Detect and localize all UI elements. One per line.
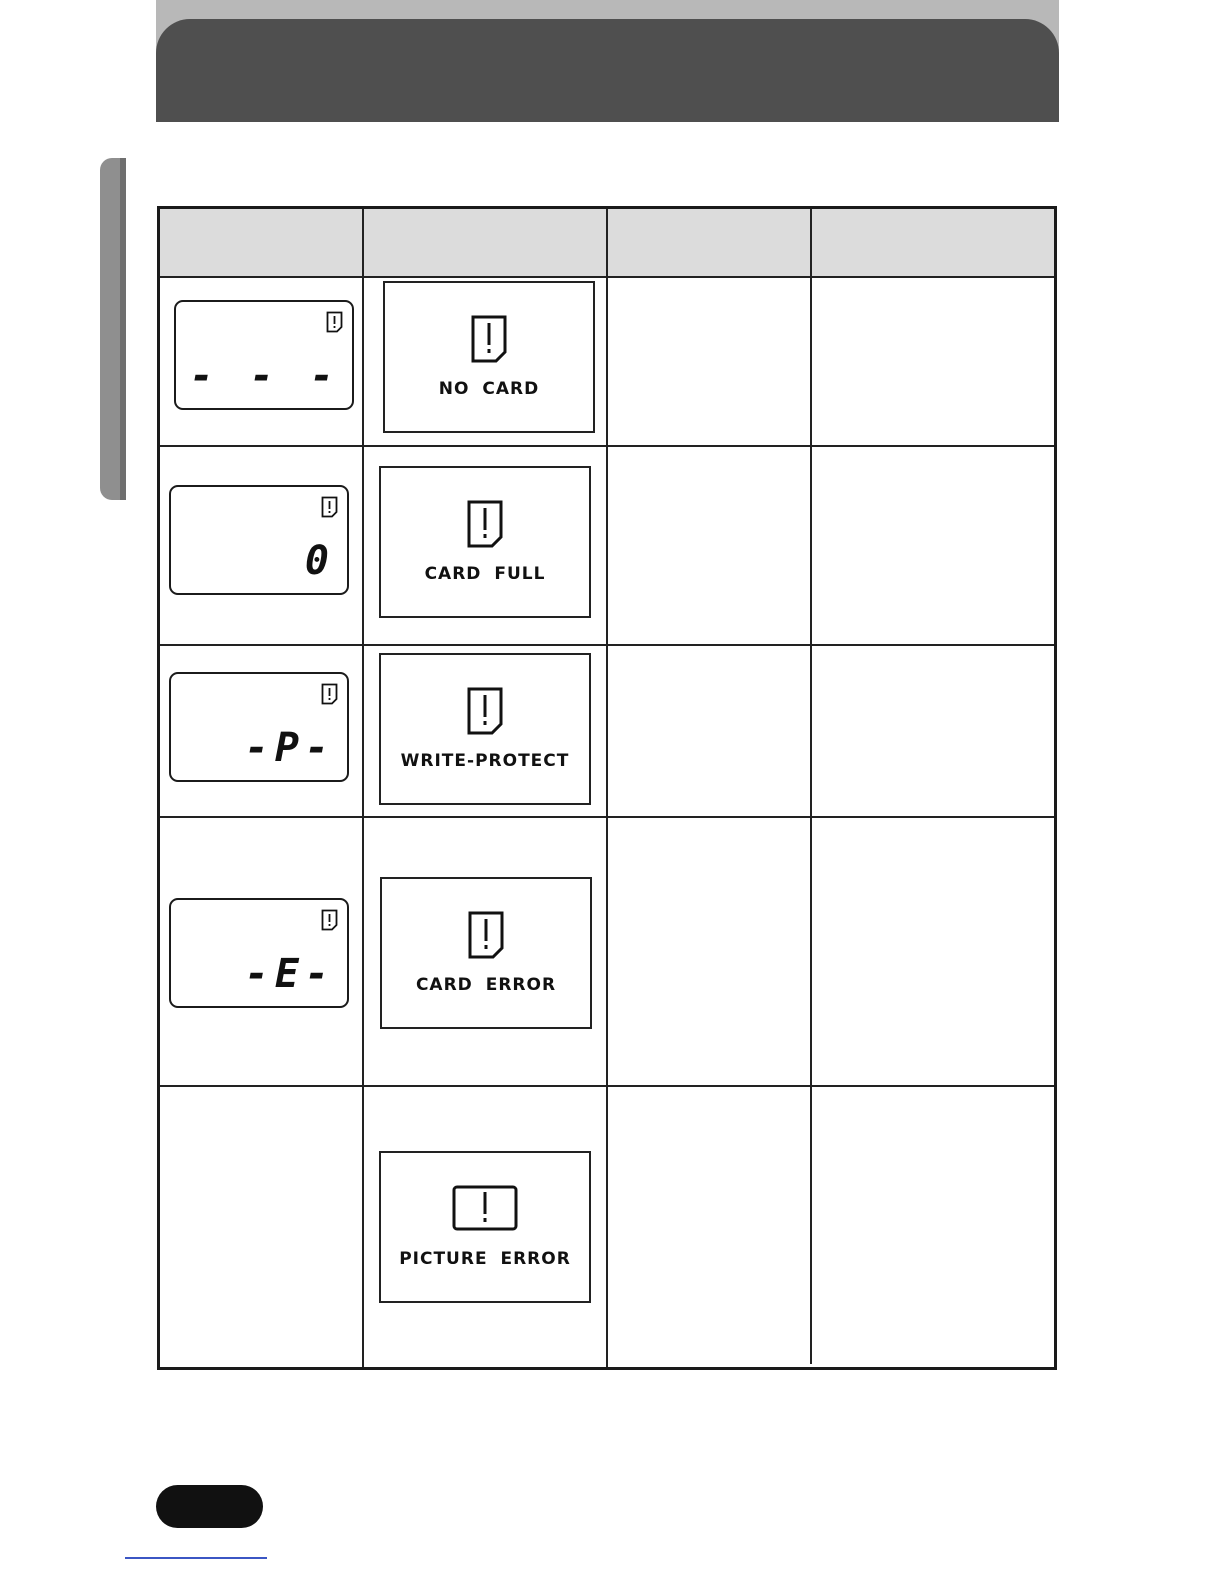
card-warning-icon [326, 311, 343, 333]
page-number-badge [156, 1485, 263, 1528]
footer-rule [125, 1557, 267, 1559]
card-warning-icon [321, 909, 338, 931]
lcd-readout: - - - [189, 353, 340, 399]
card-warning-icon [471, 315, 507, 363]
card-warning-icon [321, 496, 338, 518]
row-divider-4 [160, 1085, 1054, 1087]
lcd-readout: -P- [244, 725, 335, 771]
screen-message: CARD FULL [424, 564, 546, 584]
screen-message: WRITE-PROTECT [400, 751, 570, 771]
lcd-readout: -E- [244, 951, 335, 997]
lcd-panel-card-error [169, 898, 349, 1008]
picture-warning-icon [452, 1185, 518, 1231]
row-divider-2 [160, 644, 1054, 646]
lcd-panel-write-protect [169, 672, 349, 782]
card-warning-icon [321, 683, 338, 705]
lcd-panel-no-card [174, 300, 354, 410]
row-divider-1 [160, 445, 1054, 447]
header-band-dark [156, 19, 1059, 122]
card-warning-icon [468, 911, 504, 959]
screen-message: CARD ERROR [415, 975, 557, 995]
side-thumb-tab [100, 158, 125, 500]
column-divider-1 [362, 209, 364, 1367]
card-warning-icon [467, 500, 503, 548]
monitor-screen-write-protect [379, 653, 591, 805]
column-divider-2 [606, 209, 608, 1367]
monitor-screen-card-full [379, 466, 591, 618]
row-divider-head [160, 276, 1054, 278]
monitor-screen-picture-error [379, 1151, 591, 1303]
card-warning-icon [467, 687, 503, 735]
lcd-panel-card-full [169, 485, 349, 595]
monitor-screen-card-error [380, 877, 592, 1029]
row-divider-3 [160, 816, 1054, 818]
lcd-readout: 0 [304, 538, 335, 584]
screen-message: NO CARD [438, 379, 540, 399]
monitor-screen-no-card [383, 281, 595, 433]
screen-message: PICTURE ERROR [399, 1249, 571, 1269]
column-divider-3 [810, 209, 812, 1364]
